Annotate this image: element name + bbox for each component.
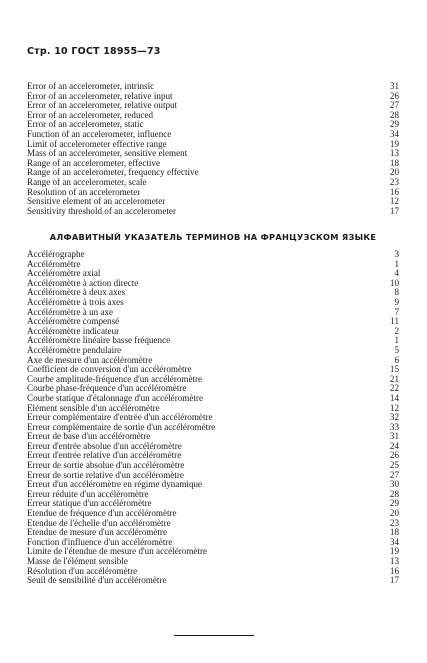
index-entry [27,188,399,198]
index-term: Limite de l'étendue de mesure d'un accéléromètre [27,547,208,557]
footer-rule [174,635,254,636]
index-page-number: 18 [389,527,399,538]
index-page-number: 7 [394,306,399,317]
index-page-number: 18 [389,157,399,168]
index-entry [27,394,399,404]
index-term: Erreur de sortie absolue d'un accéléromètre [27,461,185,471]
index-page-number: 20 [389,508,399,519]
index-entry [27,120,399,130]
index-page-number: 33 [389,421,399,432]
index-entry [27,250,399,260]
index-entry [27,413,399,423]
index-entry [27,168,399,178]
index-term: Erreur réduite d'un accéléromètre [27,489,149,499]
index-entry [27,82,399,92]
index-term: Coefficient de conversion d'un accéléromètre [27,365,192,375]
index-entry [27,547,399,557]
index-term: Sensitive element of an accelerometer [27,197,166,207]
index-page-number: 25 [389,460,399,471]
index-entry [27,576,399,586]
index-term: Erreur d'entrée absolue d'un accéléromètre [27,441,182,451]
index-page-number: 32 [389,412,399,423]
index-entry [27,509,399,519]
index-term: Accéléromètre à action directe [27,278,139,288]
index-page-number: 24 [389,440,399,451]
index-term: Accéléromètre à deux axes [27,288,126,298]
index-term: Accéléromètre axial [27,269,101,279]
index-entry [27,346,399,356]
index-entry [27,375,399,385]
index-term: Error of an accelerometer, static [27,120,144,130]
index-page-number: 23 [389,176,399,187]
index-term: Erreur de sortie relative d'un accéléromètre [27,470,184,480]
index-entry [27,101,399,111]
index-entry [27,480,399,490]
index-page-number: 23 [389,517,399,528]
index-page-number: 29 [389,119,399,130]
index-entry [27,499,399,509]
index-page-number: 15 [389,364,399,375]
index-page-number: 27 [389,469,399,480]
index-term: Courbe phase-fréquence d'un accéléromètre [27,384,187,394]
index-page-number: 6 [394,354,399,365]
index-term: Etendue de l'échelle d'un accéléromètre [27,518,171,528]
index-term: Accéléromètre linéaire basse fréquence [27,336,171,346]
index-page-number: 21 [389,373,399,384]
index-entry [27,356,399,366]
index-page-number: 13 [389,148,399,159]
running-head: Стр. 10 ГОСТ 18955—73 [27,46,161,57]
index-page-number: 34 [389,536,399,547]
index-page-number: 34 [389,128,399,139]
index-entry [27,111,399,121]
index-page-number: 29 [389,498,399,509]
index-page-number: 13 [389,556,399,566]
index-term: Erreur de base d'un accéléromètre [27,432,151,442]
index-page-number: 17 [389,575,399,586]
index-page-number: 9 [394,296,399,307]
index-term: Accéléromètre à trois axes [27,297,124,307]
index-term: Accéléromètre [27,259,81,269]
index-term: Accéléromètre indicateur [27,326,120,336]
index-entry [27,471,399,481]
index-term: Masse de l'élément sensible [27,557,128,566]
index-entry [27,159,399,169]
index-term: Accéléromètre pendulaire [27,345,122,355]
index-entry [27,327,399,337]
index-page-number: 1 [394,335,399,346]
index-page-number: 19 [389,546,399,557]
index-entry [27,288,399,298]
index-page-number: 26 [389,90,399,101]
index-term: Courbe amplitude-fréquence d'un accéléromètre [27,374,203,384]
index-page-number: 2 [394,325,399,336]
index-term: Range of an accelerometer, effective [27,158,161,168]
index-page-number: 16 [389,565,399,576]
index-term: Accéléromètre à un axe [27,307,114,317]
index-entry [27,461,399,471]
index-entry [27,538,399,548]
index-term: Erreur complémentaire de sortie d'un accéléromètre [27,422,216,432]
index-entry [27,567,399,577]
index-page-number: 28 [389,488,399,499]
index-entry [27,207,399,217]
index-page-number: 20 [389,167,399,178]
index-term: Function of an accelerometer, influence [27,129,172,139]
index-page-number: 16 [389,186,399,197]
index-entry [27,279,399,289]
index-entry [27,519,399,529]
french-term-index [27,250,399,586]
index-page-number: 26 [389,450,399,461]
index-term: Accéléromètre compensé [27,317,120,327]
french-index-heading: АЛФАВИТНЫЙ УКАЗАТЕЛЬ ТЕРМИНОВ НА ФРАНЦУЗСКОМ ЯЗЫКЕ [49,232,377,242]
index-term: Range of an accelerometer, scale [27,177,147,187]
index-term: Limit of accelerometer effective range [27,139,167,149]
index-entry [27,130,399,140]
index-term: Mass of an accelerometer, sensitive element [27,149,188,159]
index-entry [27,149,399,159]
index-term: Résolution d'un accéléromètre [27,566,138,576]
index-entry [27,260,399,270]
index-entry [27,92,399,102]
index-entry [27,178,399,188]
index-entry [27,404,399,414]
index-entry [27,528,399,538]
index-term: Accélérographe [27,250,85,259]
index-entry [27,384,399,394]
index-term: Sensitivity threshold of an accelerometer [27,206,176,216]
index-term: Courbe statique d'étalonnage d'un accéléromètre [27,393,203,403]
index-entry [27,557,399,567]
index-entry [27,432,399,442]
index-entry [27,423,399,433]
index-term: Erreur d'un accéléromètre en régime dynamique [27,480,203,490]
index-term: Resolution of an accelerometer [27,187,141,197]
index-page-number: 17 [389,205,399,216]
index-page-number: 5 [394,344,399,355]
index-page-number: 1 [394,258,399,269]
index-term: Range of an accelerometer, frequency effective [27,168,199,178]
index-term: Fonction d'influence d'un accéléromètre [27,537,173,547]
index-page-number: 19 [389,138,399,149]
index-entry [27,336,399,346]
index-entry [27,269,399,279]
index-page-number: 22 [389,383,399,394]
index-page-number: 14 [389,392,399,403]
index-entry [27,298,399,308]
index-term: Elément sensible d'un accéléromètre [27,403,160,413]
index-term: Erreur statique d'un accéléromètre [27,499,152,509]
index-entry [27,308,399,318]
index-page-number: 12 [389,196,399,207]
index-term: Error of an accelerometer, reduced [27,110,154,120]
index-page-number: 11 [390,316,399,327]
index-page-number: 30 [389,479,399,490]
index-entry [27,451,399,461]
index-entry [27,197,399,207]
index-page-number: 27 [389,100,399,111]
index-page-number: 28 [389,109,399,120]
index-entry [27,490,399,500]
index-entry [27,140,399,150]
index-page-number: 31 [389,81,399,91]
english-term-index [27,82,399,216]
index-term: Axe de mesure d'un accéléromètre [27,355,153,365]
index-term: Error of an accelerometer, intrinsic [27,82,155,91]
index-page-number: 10 [389,277,399,288]
index-term: Error of an accelerometer, relative input [27,91,173,101]
index-entry [27,317,399,327]
index-term: Erreur d'entrée relative d'un accéléromètre [27,451,182,461]
index-page-number: 31 [389,431,399,442]
index-term: Error of an accelerometer, relative output [27,101,178,111]
index-term: Etendue de mesure d'un accéléromètre [27,528,167,538]
index-entry [27,365,399,375]
index-term: Seuil de sensibilité d'un accéléromètre [27,576,167,586]
index-entry [27,442,399,452]
index-page-number: 8 [394,287,399,298]
index-term: Etendue de fréquence d'un accéléromètre [27,509,177,519]
index-page-number: 3 [394,249,399,259]
index-page-number: 12 [389,402,399,413]
index-term: Erreur complémentaire d'entrée d'un accéléromètre [27,413,213,423]
index-page-number: 4 [394,268,399,279]
